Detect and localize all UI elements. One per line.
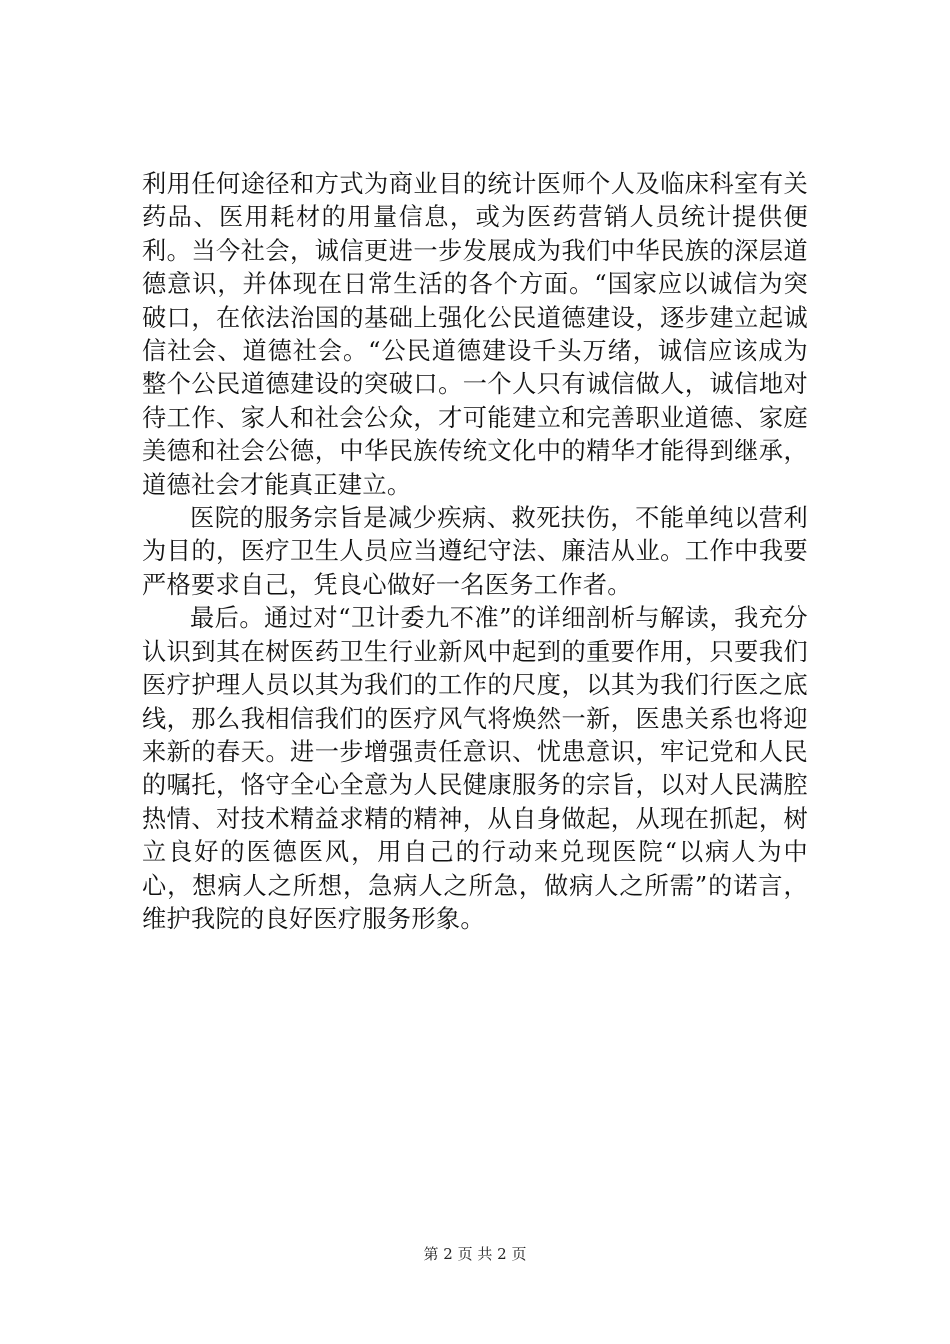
paragraph-hospital-purpose: 医院的服务宗旨是减少疾病、救死扶伤，不能单纯以营利为目的，医疗卫生人员应当遵纪守法、廉洁从业。工作中我要严格要求自己，凭良心做好一名医务工作者。 [142, 504, 808, 599]
paragraph-conclusion: 最后。通过对“卫计委九不准”的详细剖析与解读，我充分认识到其在树医药卫生行业新风中起到的重要作用，只要我们医疗护理人员以其为我们的工作的尺度，以其为我们行医之底线，那么我相信我们的医疗风气将焕然一新，医患关系也将迎来新的春天。进一步增强责任意识、忧患意识，牢记党和人民的嘱托，恪守全心全意为人民健康服务的宗旨，以对人民满腔热情、对技术精益求精的精神，从自身做起，从现在抓起，树立良好的医德医风，用自己的行动来兑现医院“以病人为中心，想病人之所想，急病人之所急，做病人之所需”的诺言，维护我院的良好医疗服务形象。 [142, 604, 808, 933]
page-number-footer: 第 2 页 共 2 页 [423, 1245, 527, 1263]
paragraph-continuation: 利用任何途径和方式为商业目的统计医师个人及临床科室有关药品、医用耗材的用量信息，或为医药营销人员统计提供便利。当今社会，诚信更进一步发展成为我们中华民族的深层道德意识，并体现在日常生活的各个方面。“国家应以诚信为突破口，在依法治国的基础上强化公民道德建设，逐步建立起诚信社会、道德社会。“公民道德建设千头万绪，诚信应该成为整个公民道德建设的突破口。一个人只有诚信做人，诚信地对待工作、家人和社会公众，才可能建立和完善职业道德、家庭美德和社会公德，中华民族传统文化中的精华才能得到继承，道德社会才能真正建立。 [142, 170, 808, 499]
document-body [142, 168, 808, 936]
